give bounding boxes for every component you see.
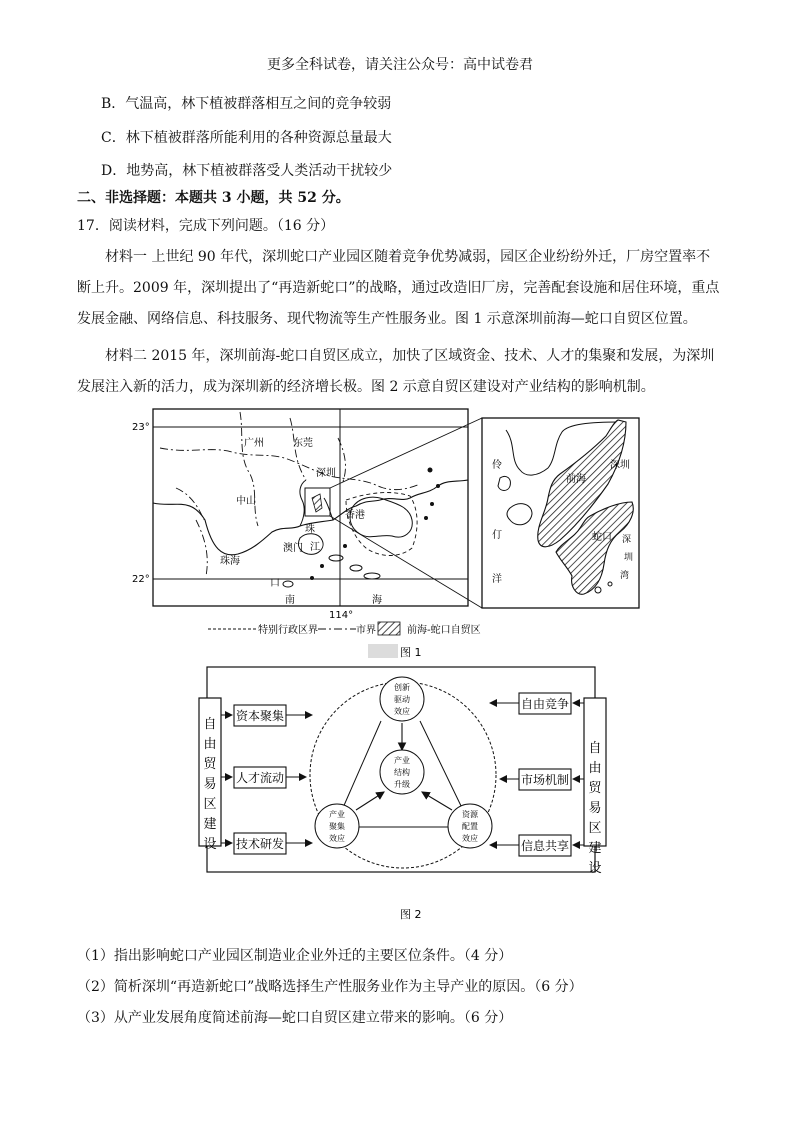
place-zhu: 珠	[305, 524, 315, 535]
island	[310, 576, 314, 580]
lat-23-label: 23°	[132, 422, 150, 433]
figure-2-diagram	[0, 660, 800, 925]
inset-label-wan: 湾	[620, 571, 630, 581]
right-title-char: 由	[588, 761, 602, 776]
left-box-tech-label: 技术研发	[235, 837, 285, 851]
figure-1-map	[0, 408, 800, 668]
island	[436, 484, 440, 488]
node-allocation-line: 资源	[462, 810, 478, 819]
inset-label-ling: 伶	[492, 460, 502, 471]
left-title-char: 建	[203, 817, 217, 832]
legend-ftz-label: 前海-蛇口自贸区	[407, 625, 481, 636]
node-agglomeration-line: 聚集	[329, 822, 345, 831]
figure-1-caption: 图 1	[400, 646, 422, 659]
left-box-capital-label: 资本聚集	[235, 709, 285, 723]
place-macau: 澳门	[283, 543, 303, 554]
material-1: 材料一 上世纪 90 年代，深圳蛇口产业园区随着竞争优势减弱，园区企业纷纷外迁，厂房空置率不断上升。2009 年，深圳提出了“再造新蛇口”的战略，通过改造旧厂房，完善配套设施和居住环境，重点发展金融、网络信息、科技服务、现代物流等生产性服务业。图 1 示意深圳前海—蛇口自贸区位置。	[77, 249, 720, 327]
right-title-char: 区	[588, 821, 602, 836]
island	[424, 516, 428, 520]
place-jiang: 江	[310, 542, 320, 553]
place-hongkong: 香港	[345, 510, 365, 521]
island	[320, 564, 324, 568]
left-title-char: 设	[203, 837, 217, 852]
choice-c: C．林下植被群落所能利用的各种资源总量最大	[101, 130, 392, 146]
left-title-char: 易	[203, 777, 217, 792]
triangle-edge-right	[420, 721, 463, 810]
left-title-char: 贸	[203, 757, 217, 772]
choice-b: B．气温高，林下植被群落相互之间的竞争较弱	[101, 96, 392, 112]
node-innovation-line: 创新	[394, 683, 410, 692]
left-title-char: 自	[203, 717, 217, 732]
material-2: 材料二 2015 年，深圳前海-蛇口自贸区成立，加快了区域资金、技术、人才的集聚和发展，为深圳发展注入新的活力，成为深圳新的经济增长极。图 2 示意自贸区建设对产业结构的影响机制。	[77, 348, 715, 395]
place-shenzhen: 深圳	[316, 468, 336, 479]
right-title-char: 自	[588, 741, 602, 756]
question-stem: 17．阅读材料，完成下列问题。（16 分）	[77, 218, 335, 234]
left-title-char: 区	[203, 797, 217, 812]
place-guangzhou: 广州	[244, 438, 264, 449]
inset-label-yang: 洋	[492, 574, 502, 585]
sub-question-3: （3）从产业发展角度简述前海—蛇口自贸区建立带来的影响。（6 分）	[77, 1010, 513, 1026]
place-hai: 海	[372, 595, 382, 606]
triangle-edge-left	[342, 721, 381, 810]
right-box-market-label: 市场机制	[520, 773, 570, 787]
sub-question-1: （1）指出影响蛇口产业园区制造业企业外迁的主要区位条件。（4 分）	[77, 948, 513, 964]
right-title-char: 贸	[588, 781, 602, 796]
place-kou: 口	[270, 578, 280, 589]
node-innovation-line: 驱动	[394, 695, 410, 704]
right-title-char: 设	[588, 861, 602, 876]
place-zhuhai: 珠海	[220, 556, 240, 567]
place-nan: 南	[285, 595, 295, 606]
inset-label-shen: 深	[622, 535, 632, 545]
inset-label-shenzhen: 深圳	[610, 460, 630, 471]
inset-label-qianhai: 前海	[566, 474, 586, 485]
legend-city-label: 市界	[356, 625, 376, 636]
inset-label-ding: 仃	[492, 530, 502, 541]
right-title-char: 易	[588, 801, 602, 816]
figure-2-caption: 图 2	[400, 908, 422, 921]
right-box-competition-label: 自由竞争	[520, 697, 570, 711]
lat-22-label: 22°	[132, 574, 150, 585]
node-allocation-line: 效应	[462, 834, 478, 843]
node-upgrade-line: 结构	[394, 768, 410, 777]
node-upgrade-line: 升级	[394, 780, 410, 789]
node-allocation-line: 配置	[462, 822, 478, 831]
node-agglomeration-line: 产业	[329, 810, 345, 819]
left-title-char: 由	[203, 737, 217, 752]
sub-question-2: （2）简析深圳“再造新蛇口”战略选择生产性服务业作为主导产业的原因。（6 分）	[77, 979, 583, 995]
inset-label-shekou: 蛇口	[592, 532, 612, 543]
legend-special-label: 特别行政区界	[258, 625, 318, 636]
arrow-left-to-center	[356, 792, 384, 810]
caption-blur	[368, 644, 398, 658]
section-heading: 二、非选择题：本题共 3 小题，共 52 分。	[77, 190, 350, 206]
node-agglomeration-line: 效应	[329, 834, 345, 843]
place-zhongshan: 中山	[236, 496, 256, 507]
place-dongguan: 东莞	[293, 438, 313, 449]
arrow-right-to-center	[422, 792, 452, 810]
inset-island	[608, 582, 612, 586]
node-innovation-line: 效应	[394, 707, 410, 716]
lon-114-label: 114°	[329, 610, 354, 621]
node-upgrade-line: 产业	[394, 756, 410, 765]
island	[428, 468, 433, 473]
inset-island	[595, 587, 601, 593]
left-box-talent-label: 人才流动	[235, 771, 285, 785]
page-header: 更多全科试卷，请关注公众号：高中试卷君	[267, 57, 533, 73]
right-title-char: 建	[588, 841, 602, 856]
right-box-info-label: 信息共享	[520, 839, 570, 853]
island	[430, 502, 434, 506]
legend-ftz-swatch	[378, 622, 400, 635]
island	[343, 544, 347, 548]
inset-label-zhen: 圳	[624, 553, 634, 563]
choice-d: D．地势高，林下植被群落受人类活动干扰较少	[101, 163, 393, 179]
